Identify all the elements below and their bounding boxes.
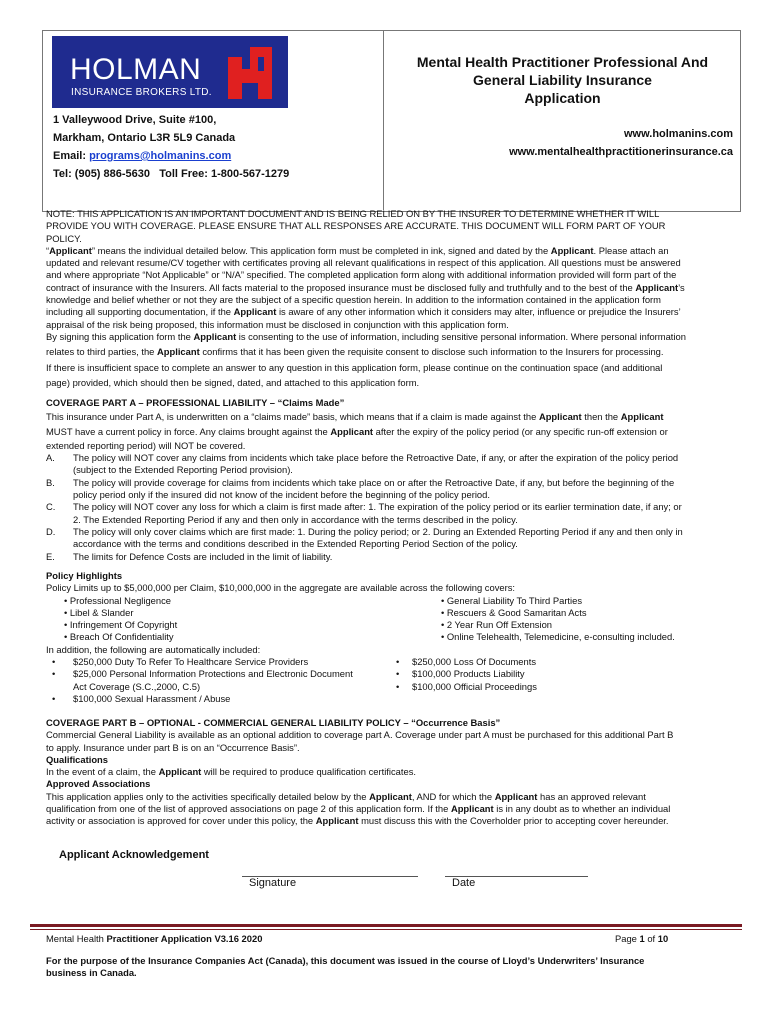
address-line1: 1 Valleywood Drive, Suite #100, [53, 114, 217, 126]
tel: Tel: (905) 886-5630 [53, 168, 151, 180]
note-line: POLICY. [46, 232, 82, 244]
date-label: Date [452, 877, 476, 889]
note-line: updated and relevant resume/CV together with certificates proving all relevant qualifications in respect of this application. All questions must be answered [46, 257, 681, 269]
list-item: Act Coverage (S.C.,2000, C.5) • $100,000 Official Proceedings [73, 680, 537, 692]
note-line: relates to third parties, the Applicant confirms that it has been given the requisite consent to disclose such information to the Insurers for processing. [46, 346, 664, 358]
note-line: appraisal of the risk being proposed, this information must be disclosed in conjunction with this application form. [46, 318, 509, 330]
logo-mark-icon [228, 47, 272, 99]
page-title [390, 53, 735, 107]
part-b-section [46, 717, 726, 828]
list-item: E. The limits for Defence Costs are included in the limit of liability. [46, 550, 333, 562]
associations-text: activity or association is approved for cover under this policy, the Applicant must discuss this with the Coverholder prior to accepting cover hereunder. [46, 815, 669, 827]
part-b-text: to apply. Insurance under part B is on an “Occurrence Basis”. [46, 741, 300, 753]
list-item: C. The policy will NOT cover any loss for which a claim is first made after: 1. The expiration of the policy period or its earlier termination date, if any; or 2. The Extended Reporting Period if any and then only in accordance with the terms described in the policy. [46, 501, 682, 525]
list-item: • Libel & Slander • Rescuers & Good Samaritan Acts [64, 606, 587, 618]
note-line: “Applicant” means the individual detailed below. This application form must be completed in ink, signed and dated by the Applicant. Please attach an [46, 244, 669, 256]
address-line2: Markham, Ontario L3R 5L9 Canada [53, 132, 236, 144]
page-number: Page 1 of 10 [615, 933, 669, 944]
note-line: knowledge and belief whether or not they are the subject of a specific question herein. In addition to the information contained in the application form [46, 294, 661, 306]
qualifications-text: In the event of a claim, the Applicant will be required to produce qualification certificates. [46, 766, 416, 778]
highlights-intro: Policy Limits up to $5,000,000 per Claim, $10,000,000 in the aggregate are available across the following covers: [46, 582, 516, 594]
part-b-heading: COVERAGE PART B – OPTIONAL - COMMERCIAL GENERAL LIABILITY POLICY – “Occurrence Basis” [46, 717, 501, 728]
title-line1: Mental Health Practitioner Professional And [416, 54, 709, 70]
website-link-1[interactable]: www.holmanins.com [624, 128, 733, 140]
list-item: D. The policy will only cover claims which are first made: 1. During the policy period; or 2. During an Extended Reporting Period if any and then only in accordance with the terms and conditions described in the Extended Reporting Period Section of the policy. [46, 525, 683, 550]
acknowledgement-heading: Applicant Acknowledgement [59, 849, 209, 861]
list-item: • Professional Negligence • General Liability To Third Parties [64, 594, 583, 606]
note-line: contract of insurance with the Insurers. All facts material to the proposed insurance must be disclosed fully and truthfully and to the best of the Applicant’s [46, 281, 685, 293]
associations-text: This application applies only to the activities specifically detailed below by the Applicant, AND for which the Applicant has an approved relevant [46, 790, 646, 802]
logo-name: HOLMAN [70, 53, 202, 86]
footer-note: For the purpose of the Insurance Companies Act (Canada), this document was issued in the course of Lloyd’s Underwriters’ Insurance business in Canada. [46, 955, 645, 979]
qualifications-heading: Qualifications [46, 753, 108, 765]
policy-highlights [46, 570, 726, 705]
title-line3: Application [524, 90, 601, 106]
note-line: PROVIDE YOU WITH COVERAGE. PLEASE ENSURE THAT ALL RESPONSES ARE ACCURATE. THIS DOCUMENT WILL FORM PART OF YOUR [46, 220, 666, 232]
signature-label: Signature [249, 877, 297, 889]
note-section [46, 208, 726, 389]
list-item: • Infringement Of Copyright • 2 Year Run Off Extension [64, 619, 552, 631]
note-line: NOTE: THIS APPLICATION IS AN IMPORTANT DOCUMENT AND IS BEING RELIED ON BY THE INSURER TO DETERMINE WHETHER IT WILL [46, 208, 660, 219]
phone-row [53, 168, 289, 180]
title-line2: General Liability Insurance [473, 72, 652, 88]
note-line: If there is insufficient space to complete an answer to any question in this application form, please continue on the continuation space (and additional [46, 361, 663, 373]
part-a-section [46, 397, 726, 563]
footer-rule [30, 924, 742, 927]
website-link-2[interactable]: www.mentalhealthpractitionerinsurance.ca [509, 146, 733, 158]
highlights-heading: Policy Highlights [46, 570, 123, 581]
list-item: • $250,000 Duty To Refer To Healthcare Service Providers • $250,000 Loss Of Documents [52, 656, 537, 668]
note-line: By signing this application form the Applicant is consenting to the use of information, including sensitive personal information. Where personal information [46, 330, 686, 342]
email-row [53, 150, 231, 162]
list-item: A. The policy will NOT cover any claims from incidents which take place before the Retroactive Date, if any, or after the expiration of the policy period (subject to the Extended Reporting Period provision). [46, 452, 679, 476]
auto-intro: In addition, the following are automatically included: [46, 643, 261, 655]
part-a-text: This insurance under Part A, is underwritten on a “claims made” basis, which means that if a claim is made against the Applicant then the Applicant [46, 411, 664, 423]
part-a-heading: COVERAGE PART A – PROFESSIONAL LIABILITY – “Claims Made” [46, 397, 345, 408]
part-a-text: extended reporting period) will NOT be covered. [46, 439, 246, 451]
footer-rule-thin [30, 929, 742, 930]
logo-subtitle: INSURANCE BROKERS LTD. [71, 87, 212, 98]
note-line: including all supporting documentation, if the Applicant is aware of any other information which it considers may alter, influence or prejudice the Insurers’ [46, 306, 681, 318]
associations-text: qualification from one of the list of approved associations on page 2 of this application form. If the Applicant is in any doubt as to whether an individual [46, 803, 671, 815]
email-link[interactable]: programs@holmanins.com [89, 150, 232, 162]
part-a-text: MUST have a current policy in force. Any claims brought against the Applicant after the expiry of the policy period (or any specific run-off extension or [46, 425, 668, 437]
approved-associations-heading: Approved Associations [46, 778, 151, 790]
header-divider [383, 30, 384, 210]
note-line: page) provided, which should then be signed, dated, and attached to this application form. [46, 376, 420, 388]
note-line: and where appropriate “Not Applicable” or “N/A” specified. The completed application form along with additional information provided will form part of the [46, 269, 677, 281]
toll-free: Toll Free: 1-800-567-1279 [159, 168, 290, 180]
list-item: B. The policy will provide coverage for claims from incidents which take place on or after the Retroactive Date, if any, but before the beginning of the policy period only if the insured did not know of the incident before the beginning of the policy period. [46, 476, 675, 501]
part-b-text: Commercial General Liability is available as an optional addition to coverage part A. Coverage under part A must be purchased for this additional Part B [46, 729, 674, 741]
email-label: Email: [53, 150, 90, 162]
list-item: • $25,000 Personal Information Protections and Electronic Document • $100,000 Products Liability [52, 668, 525, 680]
list-item: • $100,000 Sexual Harassment / Abuse [52, 692, 231, 704]
footer-doc-name: Mental Health Practitioner Application V3.16 2020 [46, 933, 263, 944]
list-item: • Breach Of Confidentiality • Online Telehealth, Telemedicine, e-consulting included. [64, 631, 675, 643]
